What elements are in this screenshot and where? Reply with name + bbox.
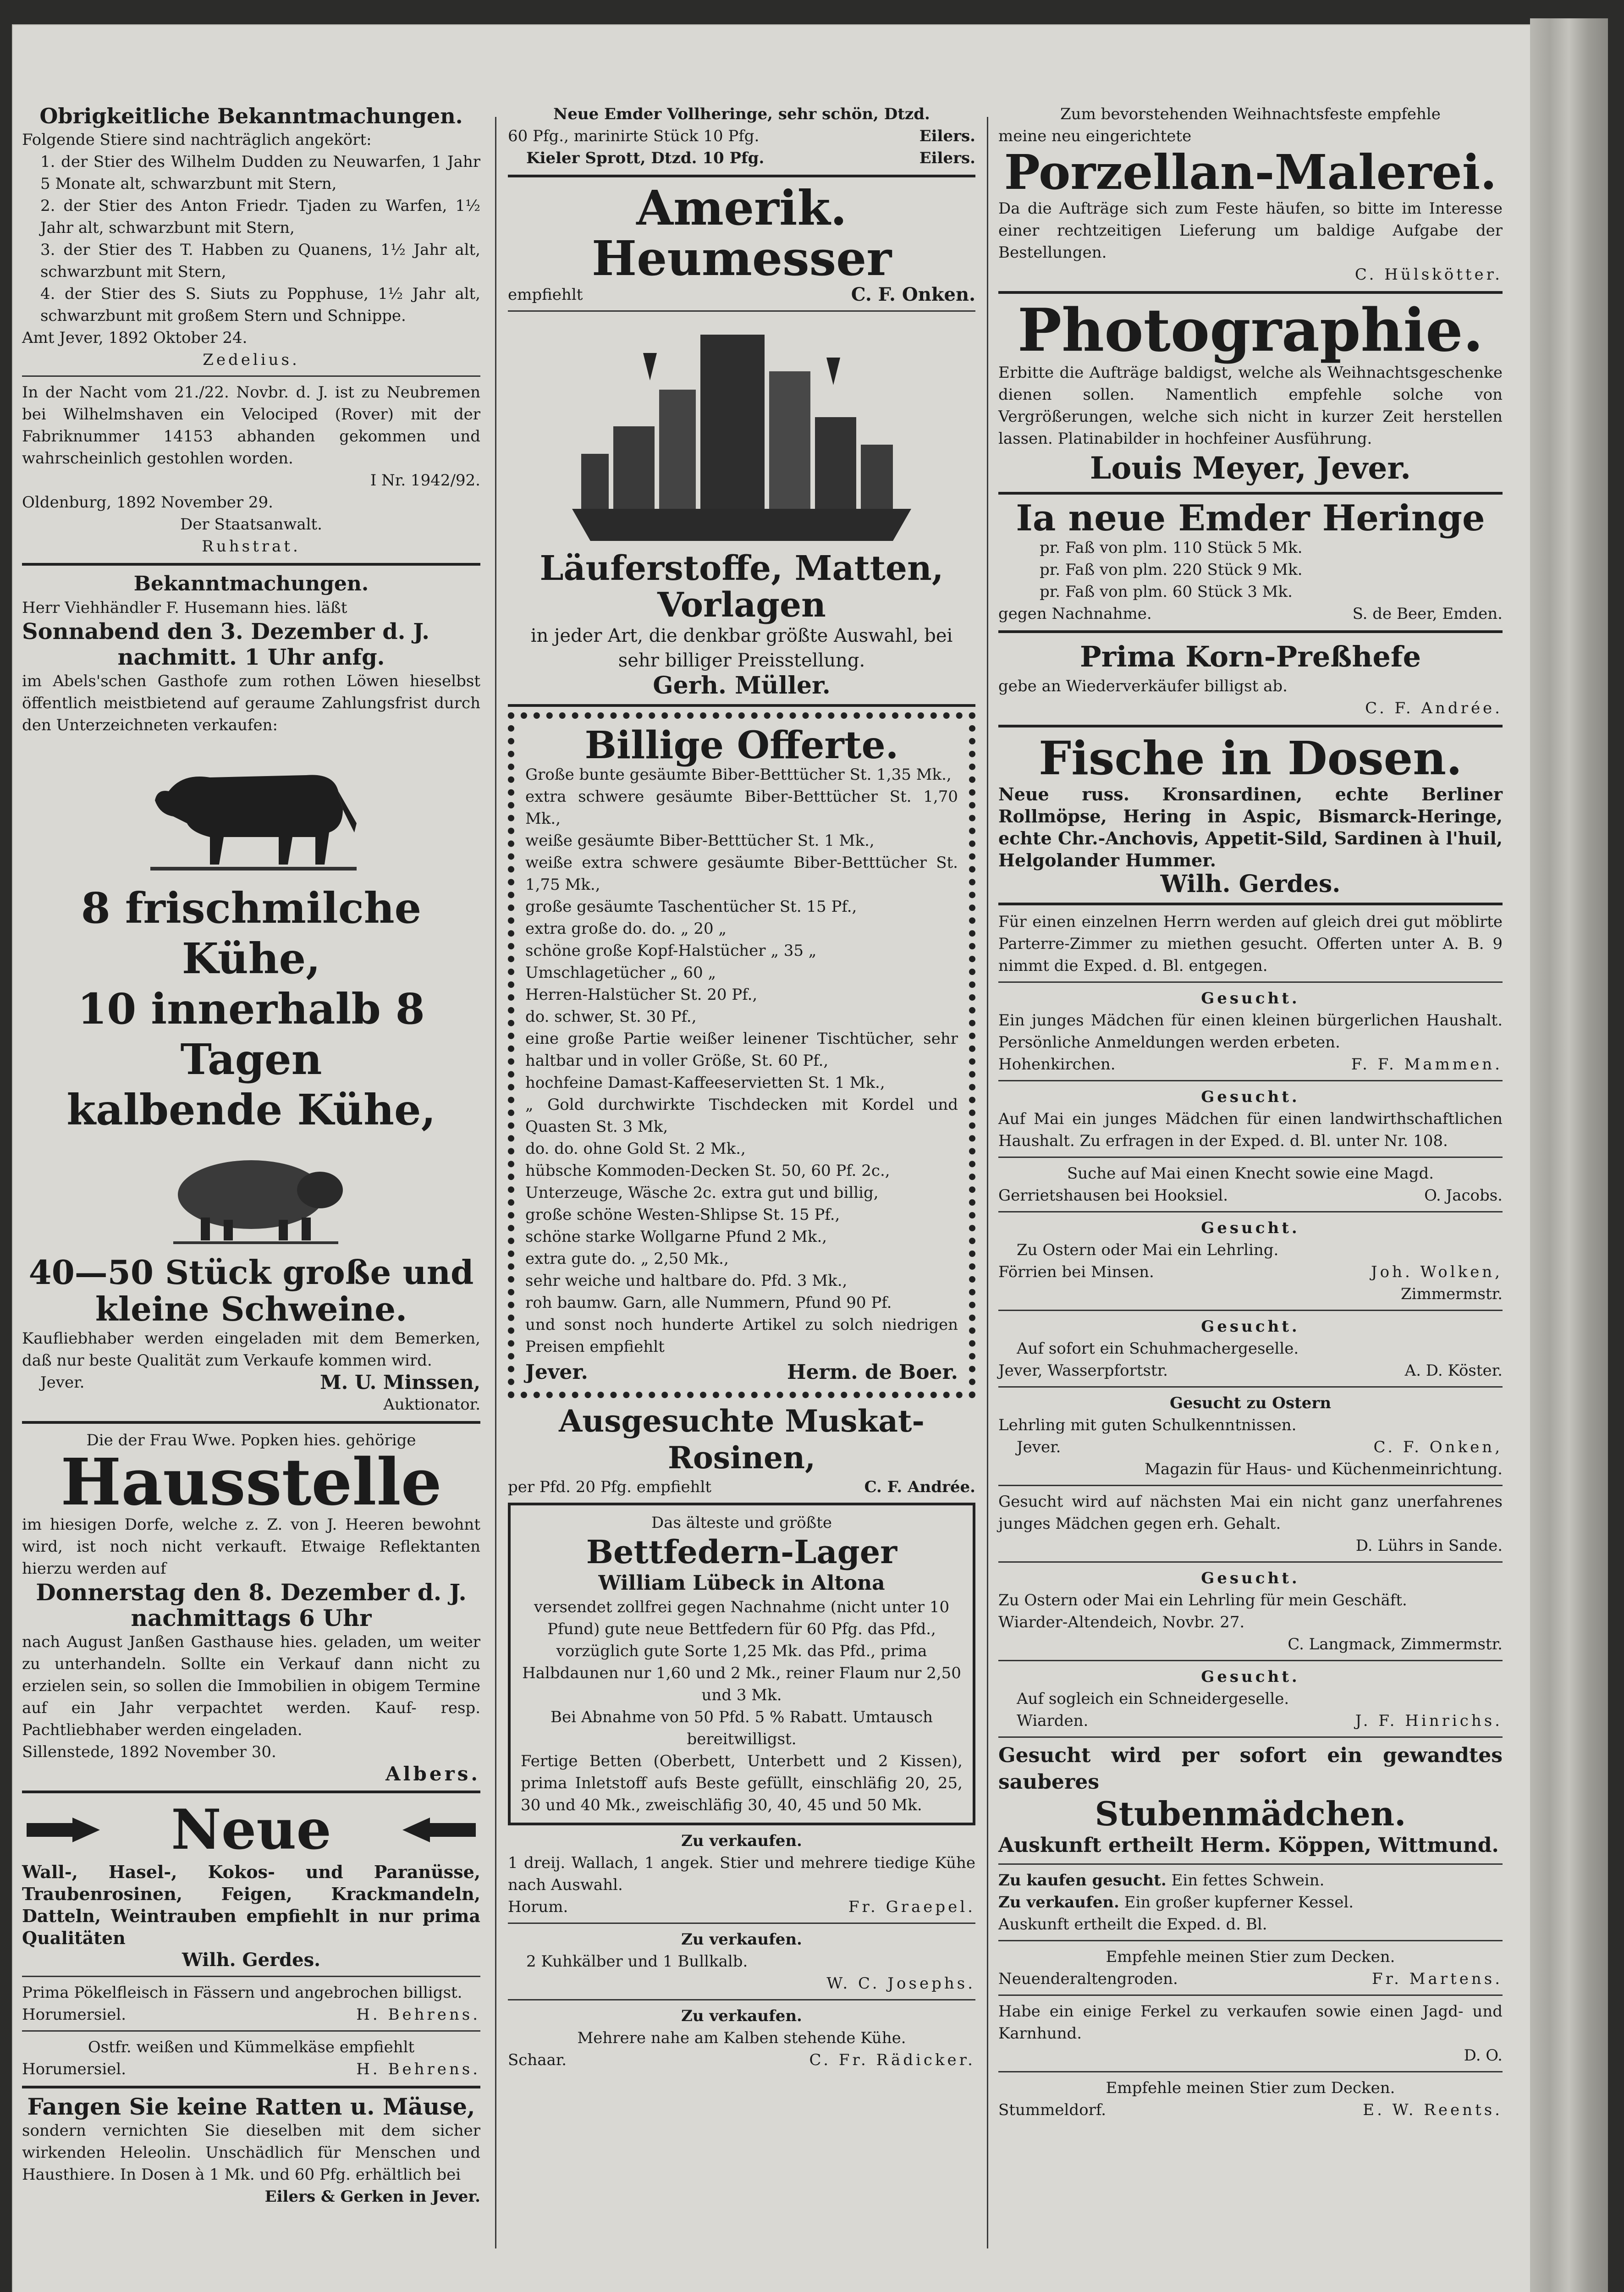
divider xyxy=(998,630,1503,633)
signature-row xyxy=(998,1968,1503,1990)
text: Suche auf Mai einen Knecht sowie eine Magd. xyxy=(1067,1164,1434,1183)
ad-canned-fish xyxy=(998,733,1503,897)
divider xyxy=(998,1561,1503,1563)
ad-wanted-4 xyxy=(998,1316,1503,1382)
newspaper-page xyxy=(13,25,1530,2292)
ad-rooms xyxy=(998,911,1503,977)
ad-maid-may xyxy=(998,1491,1503,1557)
ad-wanted-1 xyxy=(998,987,1503,1075)
text: Bei Abnahme von 50 Pfd. 5 % Rabatt. Umtausch bereitwilligst. xyxy=(551,1708,933,1748)
signature: Wilh. Gerdes. xyxy=(182,1949,321,1971)
offer-line: do. do. ohne Gold St. 2 Mk., xyxy=(525,1140,746,1158)
ad-house xyxy=(22,1429,480,1785)
signature: C. F. Andrée. xyxy=(864,1478,975,1496)
divider xyxy=(998,1310,1503,1311)
date: Amt Jever, 1892 Oktober 24. xyxy=(22,329,248,347)
ad-pickled-meat xyxy=(22,1982,480,2026)
headline: 8 frischmilche Kühe, xyxy=(81,883,422,983)
signature: C. Fr. Rädicker. xyxy=(809,2051,975,2069)
column-middle xyxy=(508,103,975,2258)
place: Gerrietshausen bei Hooksiel. xyxy=(998,1186,1228,1205)
signature: O. Jacobs. xyxy=(1424,1186,1503,1205)
text: Wall-, Hasel-, Kokos- und Paranüsse, Traubenrosinen, Feigen, Krackmandeln, Datteln, Weintrauben empfiehlt in nur prima Qualitäten xyxy=(22,1862,480,1948)
place: Hohenkirchen. xyxy=(998,1055,1116,1074)
offer-line: weiße extra schwere gesäumte Biber-Betttücher St. 1,75 Mk., xyxy=(525,854,958,894)
ad-for-sale-2 xyxy=(508,1928,975,1994)
heading: Zu verkaufen. xyxy=(681,1930,802,1949)
offer-line: weiße gesäumte Biber-Betttücher St. 1 Mk., xyxy=(525,832,875,850)
text-line xyxy=(998,1869,1503,1891)
divider xyxy=(508,1999,975,2000)
headline: Billige Offerte. xyxy=(584,723,899,767)
place: Wiarder-Altendeich, Novbr. 27. xyxy=(998,1613,1245,1631)
date: Sillenstede, 1892 November 30. xyxy=(22,1743,276,1761)
pointing-hand-icon xyxy=(22,1814,105,1846)
offer-line: sehr weiche und haltbare do. Pfd. 3 Mk., xyxy=(525,1272,848,1290)
ad-raisins xyxy=(508,1403,975,1498)
divider xyxy=(508,704,975,707)
ad-wanted-6 xyxy=(998,1567,1503,1655)
place: Jever. xyxy=(40,1373,85,1392)
offer-line: eine große Partie weißer leinener Tischtücher, sehr haltbar und in voller Größe, St. 60 Pf., xyxy=(525,1030,958,1070)
ad-emden-herring xyxy=(998,497,1503,625)
ad-yeast xyxy=(998,639,1503,719)
headline: kleine Schweine. xyxy=(95,1289,407,1328)
signature-row xyxy=(998,1436,1503,1458)
pointing-hand-icon xyxy=(398,1814,480,1846)
divider xyxy=(998,1994,1503,1996)
signature: Joh. Wolken, xyxy=(1371,1263,1503,1281)
text: 1 dreij. Wallach, 1 angek. Stier und mehrere tiedige Kühe nach Auswahl. xyxy=(508,1854,975,1894)
signature: Louis Meyer, Jever. xyxy=(1090,450,1411,486)
divider xyxy=(998,1211,1503,1212)
headline: 10 innerhalb 8 Tagen xyxy=(77,984,425,1084)
place: Förrien bei Minsen. xyxy=(998,1263,1154,1281)
text: sondern vernichten Sie dieselben mit dem sicher wirkenden Heleolin. Unschädlich für Menschen und Hausthiere. In Dosen à 1 Mk. und 60 Pfg. erhältlich bei xyxy=(22,2121,480,2184)
text-line xyxy=(998,1891,1503,1913)
ad-for-sale-3 xyxy=(508,2005,975,2071)
divider xyxy=(998,1863,1503,1865)
time: nachmittags 6 Uhr xyxy=(131,1604,372,1631)
divider xyxy=(998,291,1503,294)
ad-piglets xyxy=(998,2000,1503,2066)
heading: Gesucht. xyxy=(1201,1569,1300,1587)
text: 2 Kuhkälber und 1 Bullkalb. xyxy=(526,1952,748,1971)
heading: Gesucht. xyxy=(1201,989,1300,1008)
text: gegen Nachnahme. xyxy=(998,605,1152,623)
heading: Gesucht zu Ostern xyxy=(1169,1394,1332,1412)
ad-wanted-7 xyxy=(998,1666,1503,1732)
date: Oldenburg, 1892 November 29. xyxy=(22,493,273,512)
divider xyxy=(998,1485,1503,1486)
role: Auktionator. xyxy=(383,1395,480,1414)
text: 1. der Stier des Wilhelm Dudden zu Neuwarfen, 1 Jahr 5 Monate alt, schwarzbunt mit Stern, xyxy=(40,153,480,193)
text: meine neu eingerichtete xyxy=(998,127,1192,145)
text: Ein junges Mädchen für einen kleinen bürgerlichen Haushalt. Persönliche Anmeldungen werden erbeten. xyxy=(998,1011,1503,1052)
text: im hiesigen Dorfe, welche z. Z. von J. Heeren bewohnt wird, ist noch nicht verkauft. Etwaige Reflektanten hierzu werden auf xyxy=(22,1515,480,1578)
text: Zum bevorstehenden Weihnachtsfeste empfehle xyxy=(1060,105,1441,123)
ad-buy-sell xyxy=(998,1869,1503,1935)
offer-line: Unterzeuge, Wäsche 2c. extra gut und billig, xyxy=(525,1184,879,1202)
text: Folgende Stiere sind nachträglich angekört: xyxy=(22,131,372,149)
place: Neuenderaltengroden. xyxy=(998,1970,1178,1988)
signature: C. F. Onken. xyxy=(851,284,975,305)
ad-wanted-2 xyxy=(998,1086,1503,1152)
ad-farmhand xyxy=(998,1163,1503,1207)
text: 4. der Stier des S. Siuts zu Popphuse, 1½ Jahr alt, schwarzbunt mit großem Stern und Schnippe. xyxy=(40,285,480,325)
offer-line: roh baumw. Garn, alle Nummern, Pfund 90 Pf. xyxy=(525,1294,892,1312)
text: Auskunft ertheilt Herm. Köppen, Wittmund. xyxy=(998,1834,1499,1857)
headline: Ausgesuchte Muskat-Rosinen, xyxy=(559,1403,925,1476)
signature-row xyxy=(998,603,1503,625)
text: Gesucht wird auf nächsten Mai ein nicht ganz unerfahrenes junges Mädchen gegen erh. Gehalt. xyxy=(998,1493,1503,1533)
text: Da die Aufträge sich zum Feste häufen, so bitte im Interesse einer rechtzeitigen Lieferung um baldige Aufgabe der Bestellungen. xyxy=(998,199,1503,262)
divider xyxy=(998,1736,1503,1738)
divider xyxy=(998,2071,1503,2072)
offer-line: schöne große Kopf-Halstücher „ 35 „ xyxy=(525,942,817,960)
price-row: pr. Faß von plm. 110 Stück 5 Mk. xyxy=(1040,539,1303,557)
price-row xyxy=(508,147,975,169)
divider xyxy=(998,725,1503,727)
place: Jever. xyxy=(525,1361,588,1384)
text: Fertige Betten (Oberbett, Unterbett und 2 Kissen), prima Inletstoff aufs Beste gefüllt, einschläfig 20, 25, 30 und 40 Mk., zweischläfig 30, 40, 45 und 50 Mk. xyxy=(521,1752,963,1814)
role: Magazin für Haus- und Küchenmeinrichtung. xyxy=(1145,1460,1503,1478)
signature-row xyxy=(998,1710,1503,1732)
text: Das älteste und größte xyxy=(651,1514,832,1532)
headline: Porzellan-Malerei. xyxy=(1004,144,1497,200)
heading: Bekanntmachungen. xyxy=(133,572,369,595)
auction-date: Sonnabend den 3. Dezember d. J. xyxy=(22,619,429,645)
text: Zu Ostern oder Mai ein Lehrling für mein Geschäft. xyxy=(998,1591,1407,1609)
text: Kaufliebhaber werden eingeladen mit dem Bemerken, daß nur beste Qualität zum Verkaufe kommen wird. xyxy=(22,1329,480,1370)
offer-line: do. schwer, St. 30 Pf., xyxy=(525,1008,697,1026)
headline: Vorlagen xyxy=(657,585,826,625)
ad-official-notices xyxy=(22,103,480,557)
divider xyxy=(508,310,975,312)
office: Der Staatsanwalt. xyxy=(180,515,322,534)
text: Erbitte die Aufträge baldigst, welche als Weihnachtsgeschenke dienen sollen. Namentlich empfehle solche von Vergrößerungen, welche sich nicht in kurzer Zeit herstellen lassen. Platinabilder in hochfeiner Ausführung. xyxy=(998,364,1503,448)
text: Empfehle meinen Stier zum Decken. xyxy=(1106,1948,1395,1966)
price-row: pr. Faß von plm. 60 Stück 3 Mk. xyxy=(1040,583,1293,601)
signature-row xyxy=(508,284,975,306)
offer-line: große schöne Westen-Shlipse St. 15 Pf., xyxy=(525,1206,840,1224)
place: Horumersiel. xyxy=(22,2060,127,2078)
signature-row xyxy=(22,2058,480,2080)
signature: D. Lührs in Sande. xyxy=(1355,1537,1503,1555)
signature: H. Behrens. xyxy=(356,2060,480,2078)
offer-line: „ Gold durchwirkte Tischdecken mit Kordel und Quasten St. 3 Mk, xyxy=(525,1096,958,1136)
signature: C. F. Onken, xyxy=(1373,1438,1503,1456)
text: Neue Emder Vollheringe, sehr schön, Dtzd. xyxy=(553,105,930,123)
ad-herring xyxy=(508,103,975,169)
place: Jever. xyxy=(1017,1438,1061,1456)
divider xyxy=(22,2086,480,2088)
headline: Fangen Sie keine Ratten u. Mäuse, xyxy=(27,2093,475,2120)
headline: Fische in Dosen. xyxy=(1039,731,1462,785)
reference: I Nr. 1942/92. xyxy=(370,471,480,490)
signature: Fr. Martens. xyxy=(1372,1970,1503,1988)
heading: Gesucht. xyxy=(1201,1088,1300,1106)
text: Gesucht wird per sofort ein gewandtes sauberes xyxy=(998,1744,1503,1794)
place: Wiarden. xyxy=(1017,1712,1089,1730)
headline: Neue xyxy=(171,1797,331,1862)
text: 3. der Stier des T. Habben zu Quanens, 1½ Jahr alt, schwarzbunt mit Stern, xyxy=(40,241,480,281)
signature-row xyxy=(998,1185,1503,1207)
ad-cheap-offer xyxy=(508,712,975,1398)
headline: 40—50 Stück große und xyxy=(28,1253,474,1292)
offer-line: hübsche Kommoden-Decken St. 50, 60 Pf. 2c., xyxy=(525,1162,890,1180)
divider xyxy=(998,492,1503,495)
headline: Stubenmädchen. xyxy=(1095,1794,1406,1833)
offer-line: hochfeine Damast-Kaffeeservietten St. 1 Mk., xyxy=(525,1074,885,1092)
ad-carpets xyxy=(508,316,975,699)
heading: Gesucht. xyxy=(1201,1668,1300,1686)
signature: M. U. Minssen, xyxy=(320,1371,480,1394)
place: Horum. xyxy=(508,1898,568,1916)
text: per Pfd. 20 Pfg. empfiehlt xyxy=(508,1478,712,1496)
ad-cattle-auction xyxy=(22,571,480,1416)
offer-line: große gesäumte Taschentücher St. 15 Pf., xyxy=(525,898,857,916)
offer-line: Herren-Halstücher St. 20 Pf., xyxy=(525,986,758,1004)
column-rule xyxy=(987,117,988,2248)
divider xyxy=(998,1386,1503,1388)
text: Ein großer kupferner Kessel. xyxy=(1124,1893,1354,1912)
text: 2. der Stier des Anton Friedr. Tjaden zu Warfen, 1½ Jahr alt, schwarzbunt mit Stern, xyxy=(40,197,480,237)
offer-line: Umschlagetücher „ 60 „ xyxy=(525,964,716,982)
offer-line: extra große do. do. „ 20 „ xyxy=(525,920,727,938)
subheading: William Lübeck in Altona xyxy=(598,1571,885,1595)
ad-porcelain xyxy=(998,103,1503,286)
signature-row xyxy=(998,1360,1503,1382)
place: Horumersiel. xyxy=(22,2006,127,2024)
text: Auf sogleich ein Schneidergeselle. xyxy=(1017,1690,1289,1708)
divider xyxy=(998,903,1503,905)
signature-row xyxy=(998,1261,1503,1283)
signature-row xyxy=(22,2004,480,2026)
role: Zimmermstr. xyxy=(1400,1285,1503,1303)
headline: Ia neue Emder Heringe xyxy=(1016,497,1485,539)
text: 60 Pfg., marinirte Stück 10 Pfg. xyxy=(508,127,760,145)
text: Für einen einzelnen Herrn werden auf gleich drei gut möblirte Parterre-Zimmer zu miethen gesucht. Offerten unter A. B. 9 nimmt die Exped. d. Bl. entgegen. xyxy=(998,913,1503,975)
text: gebe an Wiederverkäufer billigst ab. xyxy=(998,677,1288,695)
auction-time: nachmitt. 1 Uhr anfg. xyxy=(117,645,385,670)
text: Auskunft ertheilt die Exped. d. Bl. xyxy=(998,1915,1267,1934)
signature-row xyxy=(525,1361,958,1383)
text: versendet zollfrei gegen Nachnahme (nicht unter 10 Pfund) gute neue Bettfedern für 60 Pfg. das Pfd., vorzüglich gute Sorte 1,25 Mk. das Pfd., prima Halbdaunen nur 1,60 und 2 Mk., reiner Flaum nur 2,50 und 3 Mk. xyxy=(522,1598,961,1704)
offer-line: Große bunte gesäumte Biber-Betttücher St. 1,35 Mk., xyxy=(525,766,952,784)
divider xyxy=(508,1923,975,1924)
signature: A. D. Köster. xyxy=(1404,1361,1503,1380)
offer-line: extra schwere gesäumte Biber-Betttücher St. 1,70 Mk., xyxy=(525,788,958,828)
signature: Eilers. xyxy=(919,149,975,167)
book-edge xyxy=(1530,18,1608,2292)
ad-nuts xyxy=(22,1799,480,1971)
signature: W. C. Josephs. xyxy=(826,1974,975,1993)
signature-row xyxy=(998,1053,1503,1075)
divider xyxy=(998,981,1503,983)
signature: Gerh. Müller. xyxy=(653,672,831,700)
divider xyxy=(508,175,975,177)
column-left xyxy=(22,103,480,2258)
ad-rat-poison xyxy=(22,2094,480,2208)
text: Herr Viehhändler F. Husemann hies. läßt xyxy=(22,599,347,617)
cow-illustration xyxy=(141,741,361,878)
headline: Hausstelle xyxy=(61,1445,442,1520)
divider xyxy=(22,2030,480,2032)
text: Kieler Sprott, Dtzd. 10 Pfg. xyxy=(526,149,765,167)
carpet-rolls-illustration xyxy=(545,316,939,545)
signature: Eilers & Gerken in Jever. xyxy=(264,2187,480,2206)
heading: Gesucht. xyxy=(1201,1317,1300,1336)
signature: Eilers. xyxy=(919,127,975,145)
signature: J. F. Hinrichs. xyxy=(1355,1712,1503,1730)
text: Ostfr. weißen und Kümmelkäse empfiehlt xyxy=(88,2038,415,2056)
signature: D. O. xyxy=(1464,2046,1503,2065)
signature: Albers. xyxy=(385,1763,480,1785)
lead: Zu kaufen gesucht. xyxy=(998,1871,1167,1890)
text: Ein fettes Schwein. xyxy=(1171,1871,1325,1890)
text: Lehrling mit guten Schulkenntnissen. xyxy=(998,1416,1297,1434)
signature: C. Hülskötter. xyxy=(1354,265,1503,284)
signature-row xyxy=(998,2099,1503,2121)
signature: H. Behrens. xyxy=(356,2006,480,2024)
signature: Zedelius. xyxy=(203,351,300,369)
ad-bull-2 xyxy=(998,2077,1503,2121)
ad-wanted-3 xyxy=(998,1217,1503,1305)
signature: Herm. de Boer. xyxy=(787,1361,958,1384)
column-right xyxy=(998,103,1503,2258)
headline: Amerik. Heumesser xyxy=(591,180,892,286)
price-row xyxy=(508,125,975,147)
text: Habe ein einige Ferkel zu verkaufen sowie einen Jagd- und Karnhund. xyxy=(998,2002,1503,2043)
place: Schaar. xyxy=(508,2051,567,2069)
divider xyxy=(22,1791,480,1793)
text: Auf sofort ein Schuhmachergeselle. xyxy=(1017,1339,1299,1358)
text: Mehrere nahe am Kalben stehende Kühe. xyxy=(577,2029,906,2047)
signature: C. F. Andrée. xyxy=(1365,699,1503,717)
text: Auf Mai ein junges Mädchen für einen landwirthschaftlichen Haushalt. Zu erfragen in der Exped. d. Bl. unter Nr. 108. xyxy=(998,1110,1503,1150)
offer-line: und sonst noch hunderte Artikel zu solch niedrigen Preisen empfiehlt xyxy=(525,1316,958,1356)
headline: Prima Korn-Preßhefe xyxy=(1079,640,1421,673)
signature: Wilh. Gerdes. xyxy=(1160,870,1341,898)
headline: kalbende Kühe, xyxy=(66,1085,436,1135)
text: In der Nacht vom 21./22. Novbr. d. J. ist zu Neubremen bei Wilhelmshaven ein Velociped (Rover) mit der Fabriknummer 14153 abhanden gekommen und wahrscheinlich gestohlen worden. xyxy=(22,383,480,468)
place: Stummeldorf. xyxy=(998,2101,1106,2119)
divider xyxy=(998,1157,1503,1158)
place: Jever, Wasserpfortstr. xyxy=(998,1361,1168,1380)
column-rule xyxy=(495,117,496,2248)
divider xyxy=(22,563,480,566)
signature: Fr. Graepel. xyxy=(848,1898,975,1916)
heading: Obrigkeitliche Bekanntmachungen. xyxy=(39,104,463,128)
price-row: pr. Faß von plm. 220 Stück 9 Mk. xyxy=(1040,561,1303,579)
ad-apprentice xyxy=(998,1392,1503,1480)
ad-cheese xyxy=(22,2036,480,2080)
signature-row xyxy=(22,1372,480,1394)
divider xyxy=(998,1080,1503,1081)
text: Zu Ostern oder Mai ein Lehrling. xyxy=(1017,1241,1279,1259)
offer-line: schöne starke Wollgarne Pfund 2 Mk., xyxy=(525,1228,827,1246)
text: Neue russ. Kronsardinen, echte Berliner Rollmöpse, Hering in Aspic, Bismarck-Heringe, echte Chr.-Anchovis, Appetit-Sild, Sardinen à l'huil, Helgolander Hummer. xyxy=(998,784,1503,871)
heading: Gesucht. xyxy=(1201,1219,1300,1237)
ad-bull-1 xyxy=(998,1946,1503,1990)
text: Empfehle meinen Stier zum Decken. xyxy=(1106,2079,1395,2097)
text: nach August Janßen Gasthause hies. geladen, um weiter zu unterhandeln. Sollte ein Verkauf dann nicht zu erzielen sein, so sollen die Immobilien in obigem Termine auf ein Jahr verpachtet werden. Kauf- resp. Pachtliebhaber werden eingeladen. xyxy=(22,1633,480,1739)
ad-for-sale-1 xyxy=(508,1830,975,1918)
offer-line: extra gute do. „ 2,50 Mk., xyxy=(525,1250,729,1268)
divider xyxy=(998,1660,1503,1661)
ad-hay-knife xyxy=(508,180,975,306)
headline: Bettfedern-Lager xyxy=(586,1533,897,1571)
divider xyxy=(998,1940,1503,1941)
heading: Zu verkaufen. xyxy=(681,1832,802,1850)
ad-chambermaid xyxy=(998,1742,1503,1859)
signature-row xyxy=(508,1896,975,1918)
signature: C. Langmack, Zimmermstr. xyxy=(1288,1635,1503,1653)
text: Die der Frau Wwe. Popken hies. gehörige xyxy=(86,1431,416,1449)
signature-row xyxy=(508,1476,975,1498)
text: in jeder Art, die denkbar größte Auswahl, bei sehr billiger Preisstellung. xyxy=(530,625,953,671)
headline: Läuferstoffe, Matten, xyxy=(539,549,944,588)
signature-row xyxy=(508,2049,975,2071)
signature: F. F. Mammen. xyxy=(1351,1055,1503,1074)
signature: Ruhstrat. xyxy=(202,537,301,556)
text: Prima Pökelfleisch in Fässern und angebrochen billigst. xyxy=(22,1983,462,2002)
ad-featherbeds xyxy=(508,1503,975,1825)
divider xyxy=(22,1421,480,1424)
text: im Abels'schen Gasthofe zum rothen Löwen hieselbst öffentlich meistbietend auf geraume Zahlungsfrist durch den Unterzeichneten verkaufen: xyxy=(22,672,480,734)
divider xyxy=(22,1976,480,1977)
text: empfiehlt xyxy=(508,286,583,304)
date: Donnerstag den 8. Dezember d. J. xyxy=(36,1579,467,1606)
signature: S. de Beer, Emden. xyxy=(1352,605,1503,623)
divider xyxy=(22,375,480,377)
headline: Photographie. xyxy=(1017,296,1484,365)
lead: Zu verkaufen. xyxy=(998,1893,1119,1912)
ad-photography xyxy=(998,296,1503,486)
heading: Zu verkaufen. xyxy=(681,2007,802,2025)
signature: E. W. Reents. xyxy=(1363,2101,1503,2119)
pig-illustration xyxy=(155,1140,347,1250)
